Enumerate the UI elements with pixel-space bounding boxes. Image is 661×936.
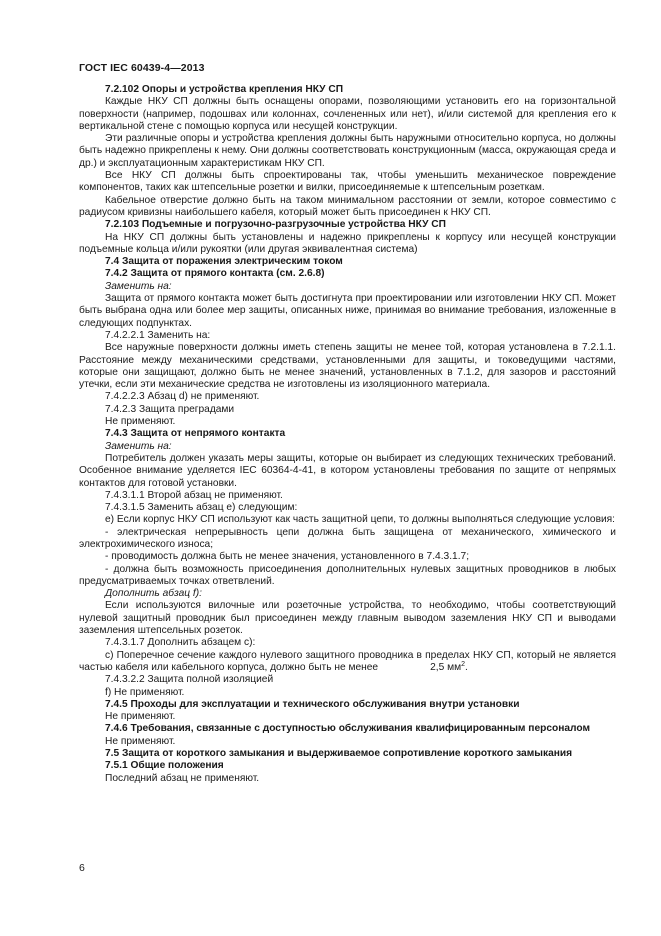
paragraph: Каждые НКУ СП должны быть оснащены опорами, позволяющими установить его на горизонтальной поверхности (например, подошвах или колоннах, сочлененных или нет), и/или системой для крепления его к вертикальной стене с помощью корпуса или несущей конструкции. xyxy=(79,96,616,132)
page-number: 6 xyxy=(79,862,85,874)
paragraph: Все наружные поверхности должны иметь степень защиты не менее той, которая установлена в 7.2.1.1. Расстояние между механическими средствами, установленными для защиты, и токоведущими частями, которые они защищают, должно быть не менее значений, установленных в 7.1.2, для зазоров и расстояний утечки, если эти механические средства не изготовлены из изоляционного материала. xyxy=(79,342,616,391)
section-heading: 7.2.103 Подъемные и погрузочно-разгрузочные устройства НКУ СП xyxy=(105,219,446,231)
subclause: 7.4.3.2.2 Защита полной изоляцией xyxy=(105,674,274,686)
paragraph-text: с) Поперечное сечение каждого нулевого защитного проводника в пределах НКУ СП, который не является частью кабеля или кабельного корпуса, должно быть не менее xyxy=(79,649,616,673)
section-heading: 7.4.5 Проходы для эксплуатации и технического обслуживания внутри установки xyxy=(105,698,520,710)
amendment-note: Заменить на: xyxy=(105,440,172,452)
paragraph: Кабельное отверстие должно быть на таком минимальном расстоянии от земли, которое совместимо с радиусом кривизны наибольшего кабеля, который может быть присоединен к НКУ СП. xyxy=(79,194,616,218)
subclause: 7.4.3.1.1 Второй абзац не применяют. xyxy=(105,489,283,501)
amendment-note: Дополнить абзац f): xyxy=(105,588,202,600)
paragraph: f) Не применяют. xyxy=(105,686,185,698)
paragraph: Эти различные опоры и устройства крепления должны быть наружными относительно корпуса, но должны быть надежно прикреплены к нему. Они должны соответствовать конструкционным (масса, окружающая среда и др.) и эксплуатационным характеристикам НКУ СП. xyxy=(79,133,616,169)
paragraph xyxy=(79,650,616,675)
list-item: - электрическая непрерывность цепи должна быть защищена от механического, химического и электрохимического износа; xyxy=(79,526,616,550)
cross-section-value: 2,5 мм xyxy=(430,661,462,673)
section-heading: 7.4.6 Требования, связанные с доступностью обслуживания квалифицированным персоналом xyxy=(105,723,591,735)
section-heading: 7.5 Защита от короткого замыкания и выдерживаемое сопротивление короткого замыкания xyxy=(105,748,573,760)
paragraph: Не применяют. xyxy=(105,416,176,428)
subclause-text: 7.4.2.2.1 Заменить на: xyxy=(105,329,211,341)
paragraph: Не применяют. xyxy=(105,735,176,747)
paragraph: На НКУ СП должны быть установлены и надежно прикреплены к корпусу или несущей конструкции подъемные кольца и/или рукоятки (или другая эквивалентная система) xyxy=(79,231,616,255)
amendment-note: Заменить на: xyxy=(105,280,172,292)
subclause xyxy=(79,330,616,342)
section-heading: 7.5.1 Общие положения xyxy=(105,760,224,772)
paragraph: Все НКУ СП должны быть спроектированы так, чтобы уменьшить механическое повреждение компонентов, таких как штепсельные розетки и вилки, присоединяемые к штепсельным розеткам. xyxy=(79,170,616,194)
section-heading: 7.4.3 Защита от непрямого контакта xyxy=(105,428,286,440)
paragraph: Последний абзац не применяют. xyxy=(105,772,260,784)
subclause: 7.4.2.3 Защита преградами xyxy=(105,403,235,415)
superscript: 2 xyxy=(461,660,465,668)
section-heading: 7.2.102 Опоры и устройства крепления НКУ СП xyxy=(105,84,344,95)
subclause: 7.4.3.1.5 Заменить абзац е) следующим: xyxy=(105,502,298,514)
list-item: - должна быть возможность присоединения дополнительных нулевых защитных проводников в любых предусматриваемых точках ответвлений. xyxy=(79,563,616,587)
terminal-period: . xyxy=(465,661,468,673)
list-item: - проводимость должна быть не менее значения, установленного в 7.4.3.1.7; xyxy=(105,551,470,563)
paragraph: е) Если корпус НКУ СП используют как часть защитной цепи, то должны выполняться следующие условия: xyxy=(105,514,616,526)
paragraph: Не применяют. xyxy=(105,711,176,723)
document-header: ГОСТ IEC 60439-4—2013 xyxy=(79,62,205,74)
paragraph: Если используются вилочные или розеточные устройства, то необходимо, чтобы соответствующий нулевой защитный проводник был присоединен между главным выводом заземления НКУ СП и выводами заземления штепсельных розеток. xyxy=(79,600,616,637)
paragraph: Потребитель должен указать меры защиты, которые он выбирает из следующих технических требований. Особенное внимание уделяется IEC 60364-4-41, в котором установлены требования по защите от непрямых контактов для готовой установки. xyxy=(79,452,616,489)
document-body xyxy=(79,84,616,785)
section-heading: 7.4 Защита от поражения электрическим током xyxy=(105,256,343,268)
section-heading: 7.4.2 Защита от прямого контакта (см. 2.6.8) xyxy=(105,268,325,280)
subclause: 7.4.2.2.3 Абзац d) не применяют. xyxy=(105,391,260,403)
paragraph: Защита от прямого контакта может быть достигнута при проектировании или изготовлении НКУ СП. Может быть выбрана одна или более мер защиты, описанных ниже, принимая во внимание требования, изложенные в следующих подпунктах. xyxy=(79,293,616,329)
subclause: 7.4.3.1.7 Дополнить абзацем с): xyxy=(105,637,256,649)
